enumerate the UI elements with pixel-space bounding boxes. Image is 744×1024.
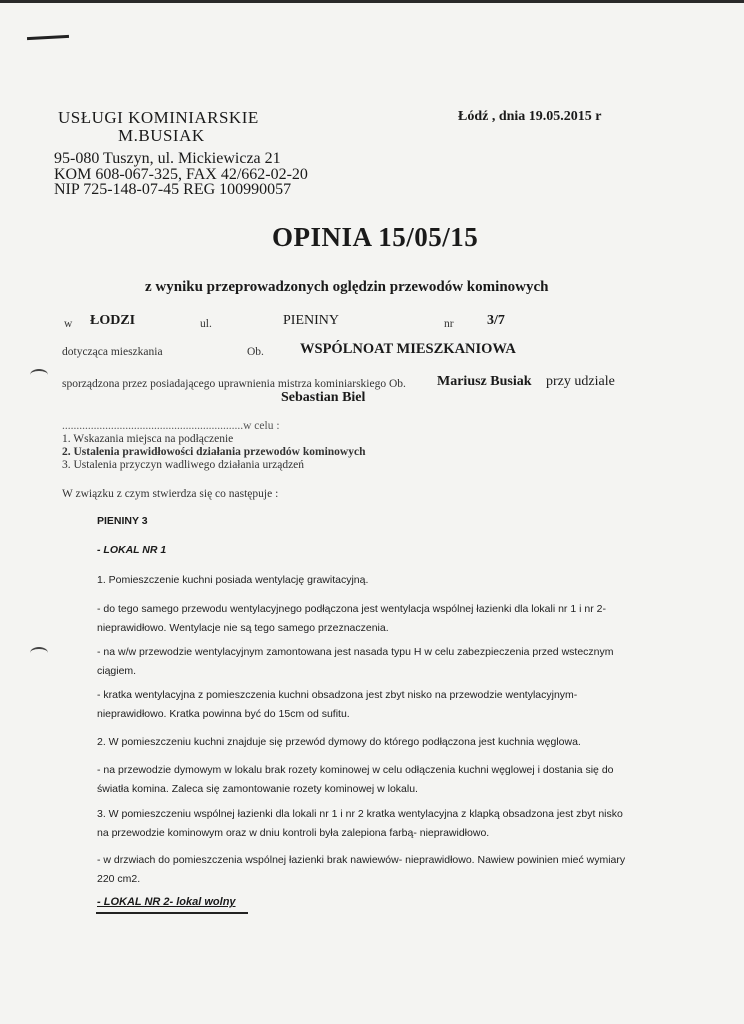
w-label: w: [64, 318, 73, 330]
pen-mark: [27, 35, 69, 40]
finding-5: 2. W pomieszczeniu kuchni znajduje się przewód dymowy do którego podłączona jest kuchnia węglowa.: [97, 736, 581, 748]
hand-underline: [96, 912, 248, 914]
participant-name: Sebastian Biel: [281, 390, 366, 405]
company-phones: KOM 608-067-325, FAX 42/662-02-20: [54, 166, 308, 183]
company-address: 95-080 Tuszyn, ul. Mickiewicza 21: [54, 150, 281, 167]
number-label: nr: [444, 318, 454, 330]
street-label: ul.: [200, 318, 212, 330]
page-top-edge: [0, 0, 744, 3]
finding-7: 3. W pomieszczeniu wspólnej łazienki dla lokali nr 1 i nr 2 kratka wentylacyjna z klapką obsadzona jest zbyt nisko na przewodzie kominowym oraz w dniu kontroli była zalepiona farbą- nieprawidłowo.: [97, 808, 623, 839]
purpose-item-1: 1. Wskazania miejsca na podłączenie: [62, 433, 234, 445]
subject-label: dotycząca mieszkania: [62, 346, 163, 358]
master-name: Mariusz Busiak: [437, 374, 532, 389]
purpose-dots: ...............................................................w celu :: [62, 420, 280, 432]
punch-hole-mark: [30, 647, 48, 659]
document-title: OPINIA 15/05/15: [272, 222, 479, 252]
place-date: Łódź , dnia 19.05.2015 r: [458, 109, 602, 124]
prepared-text: sporządzona przez posiadającego uprawnienia mistrza kominiarskiego Ob.: [62, 378, 406, 390]
lokal-2-heading: - LOKAL NR 2- lokal wolny: [97, 896, 236, 908]
section-heading: PIENINY 3: [97, 515, 148, 527]
participation-label: przy udziale: [546, 374, 615, 389]
finding-8: - w drzwiach do pomieszczenia wspólnej łazienki brak nawiewów- nieprawidłowo. Nawiew powinien mieć wymiary 220 cm2.: [97, 854, 626, 885]
company-owner: M.BUSIAK: [118, 126, 205, 145]
document-subtitle: z wyniku przeprowadzonych oględzin przewodów kominowych: [145, 279, 549, 295]
finding-3: - na w/w przewodzie wentylacyjnym zamontowana jest nasada typu H w celu zabezpieczenia przed wstecznym ciągiem.: [97, 646, 614, 677]
finding-2: - do tego samego przewodu wentylacyjnego podłączona jest wentylacja wspólnej łazienki dla lokali nr 1 i nr 2- nieprawidłowo. Wentylacje nie są tego samego przeznaczenia.: [97, 603, 606, 634]
city-value: ŁODZI: [90, 313, 136, 328]
finding-1: 1. Pomieszczenie kuchni posiada wentylację grawitacyjną.: [97, 574, 369, 586]
finding-6: - na przewodzie dymowym w lokalu brak rozety kominowej w celu odłączenia kuchni węglowej i dostania się do światła komina. Zaleca się zamontowanie rozety kominowej w lokalu.: [97, 764, 614, 795]
purpose-item-2: 2. Ustalenia prawidłowości działania przewodów kominowych: [62, 446, 366, 458]
ob-label: Ob.: [247, 346, 264, 358]
company-name: USŁUGI KOMINIARSKIE: [58, 108, 259, 127]
punch-hole-mark: [30, 369, 48, 381]
finding-4: - kratka wentylacyjna z pomieszczenia kuchni obsadzona jest zbyt nisko na przewodzie wentylacyjnym- nieprawidłowo. Kratka powinna być do 15cm od sufitu.: [97, 689, 578, 720]
company-ids: NIP 725-148-07-45 REG 100990057: [54, 181, 292, 198]
purpose-item-3: 3. Ustalenia przyczyn wadliwego działania urządzeń: [62, 459, 305, 471]
statement: W związku z czym stwierdza się co następuje :: [62, 488, 279, 500]
number-value: 3/7: [487, 313, 505, 328]
owner-value: WSPÓLNOAT MIESZKANIOWA: [300, 341, 516, 357]
street-value: PIENINY: [283, 313, 339, 328]
lokal-1-heading: - LOKAL NR 1: [97, 544, 167, 556]
